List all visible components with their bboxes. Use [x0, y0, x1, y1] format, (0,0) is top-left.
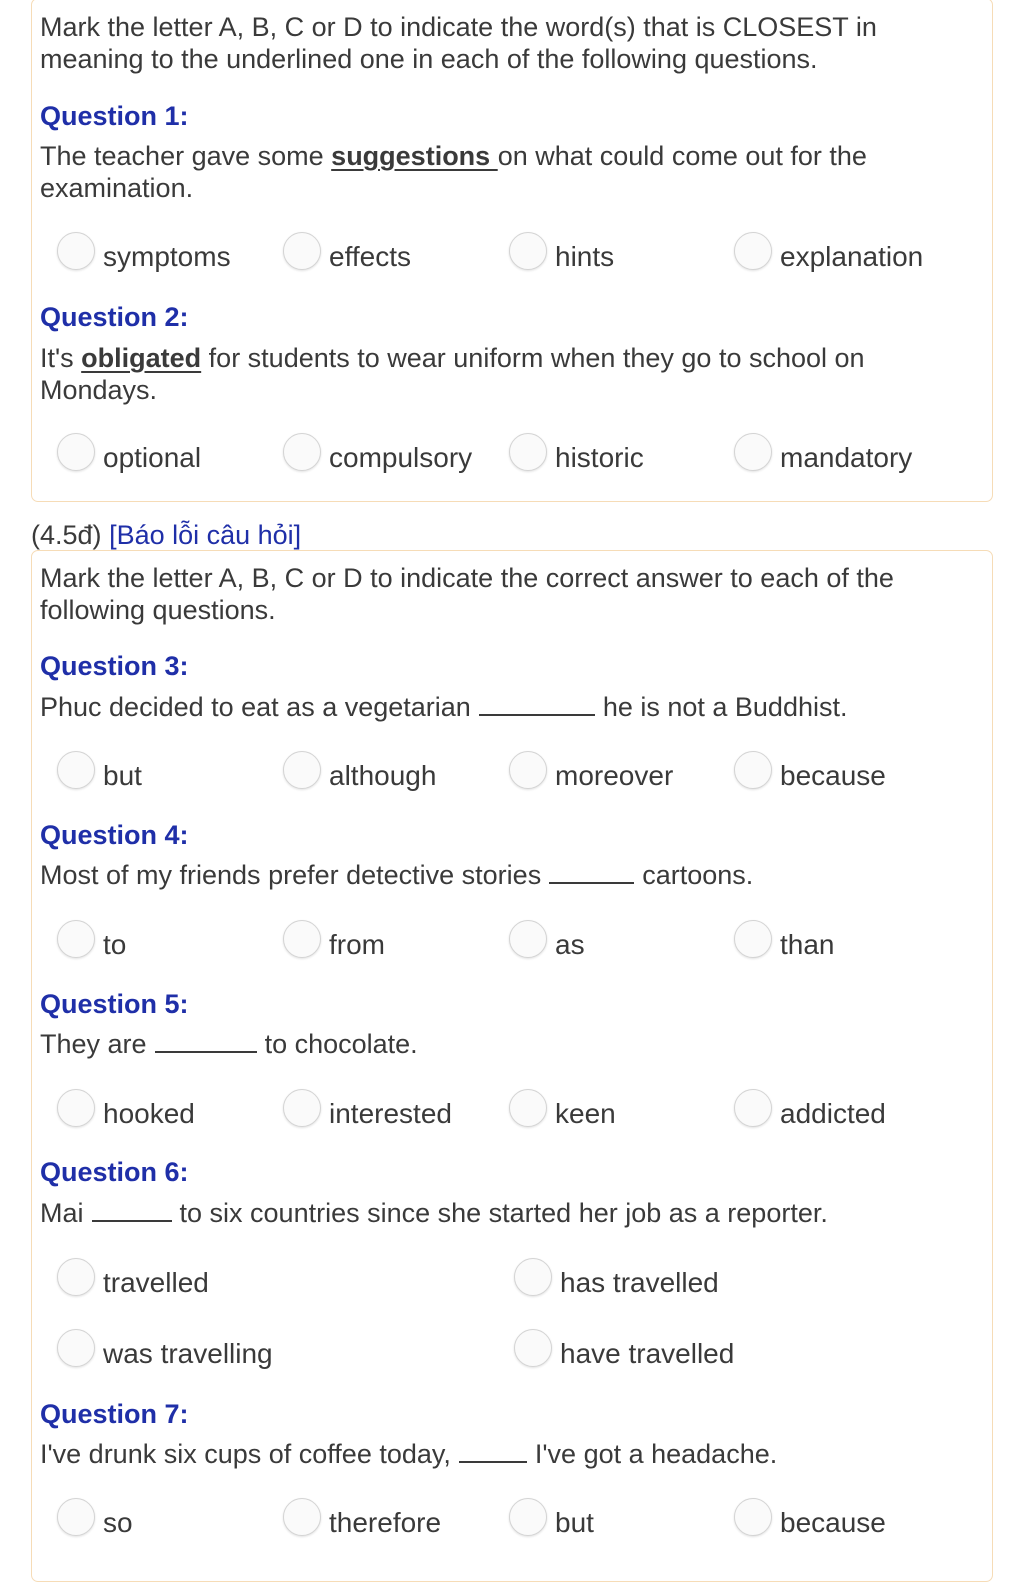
radio-circle-icon[interactable] — [514, 1329, 552, 1367]
question-5-stem: They are to chocolate. — [40, 1029, 418, 1059]
question-6-stem: Mai to six countries since she started her job as a reporter. — [40, 1198, 828, 1228]
radio-circle-icon[interactable] — [57, 1089, 95, 1127]
question-6-title: Question 6: — [40, 1157, 189, 1187]
radio-circle-icon[interactable] — [57, 1498, 95, 1536]
radio-circle-icon[interactable] — [509, 751, 547, 789]
radio-circle-icon[interactable] — [283, 920, 321, 958]
question-7-title: Question 7: — [40, 1399, 189, 1429]
radio-circle-icon[interactable] — [57, 1329, 95, 1367]
radio-circle-icon[interactable] — [57, 433, 95, 471]
radio-circle-icon[interactable] — [57, 920, 95, 958]
radio-circle-icon[interactable] — [509, 920, 547, 958]
question-4-title: Question 4: — [40, 820, 189, 850]
radio-circle-icon[interactable] — [509, 433, 547, 471]
radio-circle-icon[interactable] — [734, 751, 772, 789]
report-error-link[interactable]: [Báo lỗi câu hỏi] — [109, 520, 302, 550]
radio-circle-icon[interactable] — [509, 1498, 547, 1536]
answer-blank — [479, 692, 595, 716]
radio-circle-icon[interactable] — [283, 1498, 321, 1536]
radio-circle-icon[interactable] — [283, 232, 321, 270]
underlined-word: suggestions — [331, 141, 498, 171]
radio-circle-icon[interactable] — [57, 751, 95, 789]
question-2-stem: It's obligated for students to wear uniform when they go to school on Mondays. — [40, 343, 865, 405]
question-7-stem: I've drunk six cups of coffee today, I've got a headache. — [40, 1439, 778, 1469]
points-label: (4.5đ) — [31, 520, 102, 550]
question-5-title: Question 5: — [40, 989, 189, 1019]
radio-circle-icon[interactable] — [283, 433, 321, 471]
question-3-stem: Phuc decided to eat as a vegetarian he is not a Buddhist. — [40, 692, 848, 722]
answer-blank — [459, 1439, 527, 1463]
radio-circle-icon[interactable] — [509, 232, 547, 270]
answer-blank — [549, 860, 634, 884]
radio-circle-icon[interactable] — [57, 232, 95, 270]
answer-blank — [155, 1029, 257, 1053]
question-3-title: Question 3: — [40, 651, 189, 681]
section-instruction: Mark the letter A, B, C or D to indicate the correct answer to each of the following questions. — [40, 563, 894, 625]
radio-circle-icon[interactable] — [509, 1089, 547, 1127]
radio-circle-icon[interactable] — [57, 1258, 95, 1296]
section-instruction: Mark the letter A, B, C or D to indicate the word(s) that is CLOSEST in meaning to the underlined one in each of the following questions. — [40, 12, 877, 74]
radio-circle-icon[interactable] — [734, 920, 772, 958]
question-1-stem: The teacher gave some suggestions on what could come out for the examination. — [40, 141, 867, 203]
radio-circle-icon[interactable] — [734, 1498, 772, 1536]
radio-circle-icon[interactable] — [734, 433, 772, 471]
underlined-word: obligated — [81, 343, 202, 373]
question-meta — [31, 520, 301, 551]
answer-blank — [92, 1198, 172, 1222]
radio-circle-icon[interactable] — [514, 1258, 552, 1296]
question-1-title: Question 1: — [40, 101, 189, 131]
radio-circle-icon[interactable] — [283, 1089, 321, 1127]
radio-circle-icon[interactable] — [734, 232, 772, 270]
question-2-title: Question 2: — [40, 302, 189, 332]
radio-circle-icon[interactable] — [283, 751, 321, 789]
radio-circle-icon[interactable] — [734, 1089, 772, 1127]
question-4-stem: Most of my friends prefer detective stories cartoons. — [40, 860, 754, 890]
